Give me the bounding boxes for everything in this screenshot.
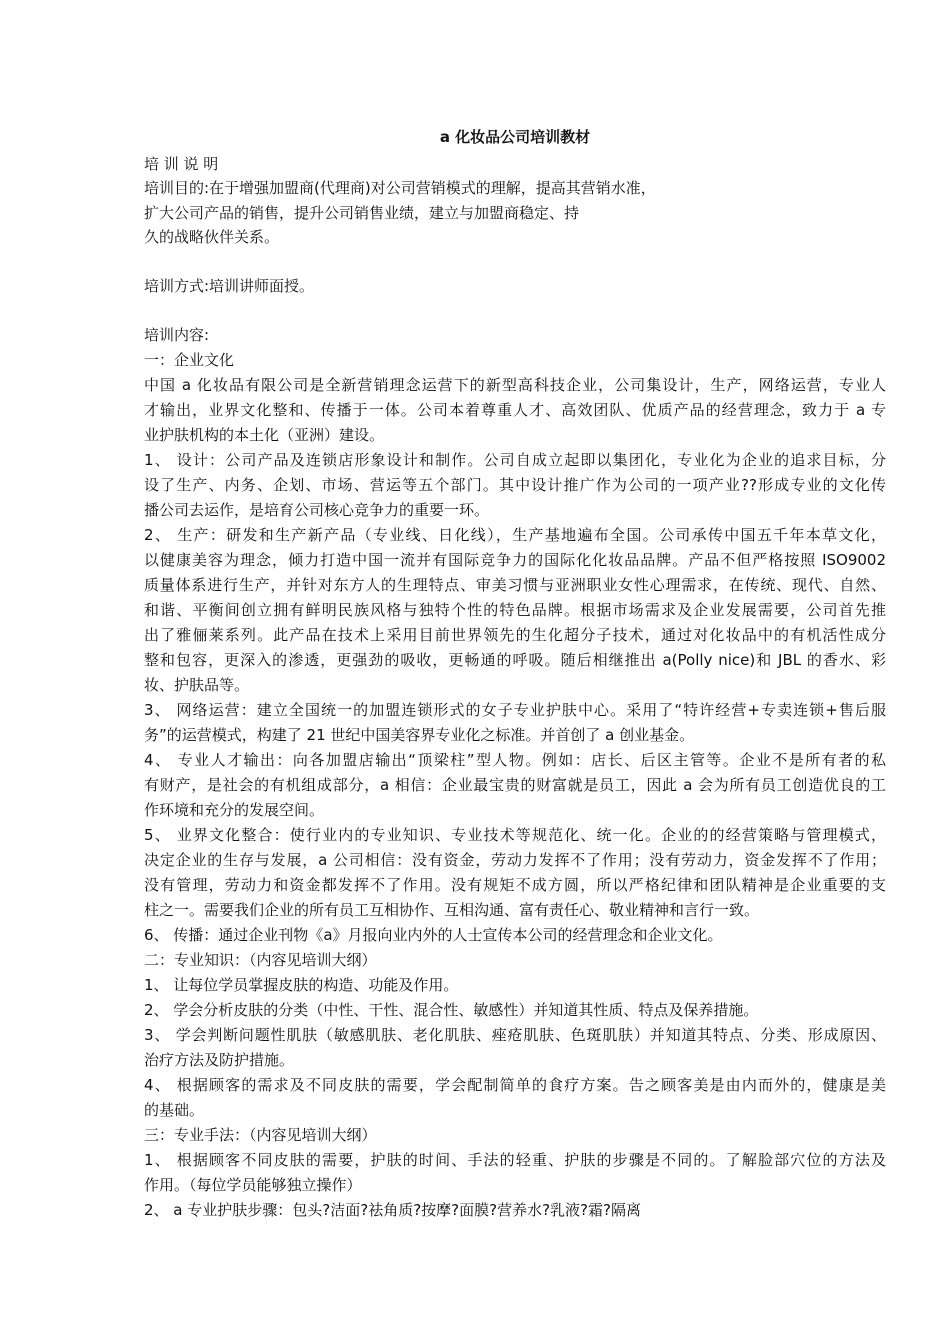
list-item-line: 3、 网络运营：建立全国统一的加盟连锁形式的女子专业护肤中心。采用了“特许经营+专卖连锁+售后服 [144,701,886,719]
section-heading: 三：专业手法：（内容见培训大纲） [144,1126,377,1144]
list-item-line: 3、 学会判断问题性肌肤（敏感肌肤、老化肌肤、痤疮肌肤、色斑肌肤）并知道其特点、分类、形成原因、 [144,1026,886,1044]
paragraph-line: 的基础。 [144,1101,205,1119]
paragraph-line: 出了雅俪莱系列。此产品在技术上采用目前世界领先的生化超分子技术，通过对化妆品中的有机活性成分 [144,626,886,644]
paragraph-line: 务”的运营模式，构建了 21 世纪中国美容界专业化之标准。并首创了 a 创业基金。 [144,726,695,744]
list-item-line: 5、 业界文化整合：使行业内的专业知识、专业技术等规范化、统一化。企业的的经营策略与管理模式， [144,826,886,844]
list-item-line: 2、 学会分析皮肤的分类（中性、干性、混合性、敏感性）并知道其性质、特点及保养措施。 [144,1001,759,1019]
paragraph-line: 才输出，业界文化整和、传播于一体。公司本着尊重人才、高效团队、优质产品的经营理念，致力于 a 专 [144,401,886,419]
list-item-line: 2、 生产：研发和生产新产品（专业线、日化线），生产基地遍布全国。公司承传中国五千年本草文化， [144,526,886,544]
paragraph-line: 久的战略伙伴关系。 [144,228,280,246]
list-item-line: 1、 设计：公司产品及连锁店形象设计和制作。公司自成立起即以集团化，专业化为企业的追求目标，分 [144,451,886,469]
paragraph-line: 作环境和充分的发展空间。 [144,801,325,819]
section-heading: 一：企业文化 [144,351,235,369]
paragraph-line: 柱之一。需要我们企业的所有员工互相协作、互相沟通、富有责任心、敬业精神和言行一致。 [144,901,760,919]
list-item-line: 6、 传播：通过企业刊物《a》月报向业内外的人士宣传本公司的经营理念和企业文化。 [144,926,723,944]
paragraph-line: 培训方式:培训讲师面授。 [144,277,315,295]
paragraph-line: 以健康美容为理念，倾力打造中国一流并有国际竞争力的国际化化妆品品牌。产品不但严格按照 ISO9002 [144,551,886,569]
paragraph-line: 扩大公司产品的销售，提升公司销售业绩，建立与加盟商稳定、持 [144,204,580,222]
paragraph-line: 没有管理，劳动力和资金都发挥不了作用。没有规矩不成方圆，所以严格纪律和团队精神是企业重要的支 [144,876,886,894]
list-item-line: 1、 让每位学员掌握皮肤的构造、功能及作用。 [144,976,459,994]
paragraph-line: 培训内容: [144,326,210,344]
paragraph-line: 整和包容，更深入的渗透，更强劲的吸收，更畅通的呼吸。随后相继推出 a(Polly nice)和 JBL 的香水、彩 [144,651,886,669]
section-heading-training-notes: 培 训 说 明 [144,155,219,173]
paragraph-line: 决定企业的生存与发展，a 公司相信：没有资金，劳动力发挥不了作用；没有劳动力，资金发挥不了作用； [144,851,886,869]
paragraph-line: 和谐、平衡间创立拥有鲜明民族风格与独特个性的特色品牌。根据市场需求及企业发展需要，公司首先推 [144,601,886,619]
section-heading: 二：专业知识：（内容见培训大纲） [144,951,377,969]
paragraph-line: 业护肤机构的本土化（亚洲）建设。 [144,426,385,444]
paragraph-line: 中国 a 化妆品有限公司是全新营销理念运营下的新型高科技企业，公司集设计，生产，网络运营，专业人 [144,376,886,394]
paragraph-line: 培训目的:在于增强加盟商(代理商)对公司营销模式的理解，提高其营销水准， [144,179,656,197]
paragraph-line: 播公司去运作，是培育公司核心竞争力的重要一环。 [144,501,490,519]
paragraph-line: 妆、护肤品等。 [144,676,250,694]
document-title: a 化妆品公司培训教材 [439,128,591,146]
list-item-line: 4、 专业人才输出：向各加盟店输出“顶梁柱”型人物。例如：店长、后区主管等。企业不是所有者的私 [144,751,886,769]
list-item-line: 1、 根据顾客不同皮肤的需要，护肤的时间、手法的轻重、护肤的步骤是不同的。了解脸部穴位的方法及 [144,1151,886,1169]
list-item-line: 2、 a 专业护肤步骤：包头?洁面?祛角质?按摩?面膜?营养水?乳液?霜?隔离 [144,1201,641,1219]
paragraph-line: 质量体系进行生产，并针对东方人的生理特点、审美习惯与亚洲职业女性心理需求，在传统、现代、自然、 [144,576,886,594]
paragraph-line: 作用。（每位学员能够独立操作） [144,1176,362,1194]
paragraph-line: 设了生产、内务、企划、市场、营运等五个部门。其中设计推广作为公司的一项产业??形成专业的文化传 [144,476,886,494]
paragraph-line: 治疗方法及防护措施。 [144,1051,295,1069]
list-item-line: 4、 根据顾客的需求及不同皮肤的需要，学会配制简单的食疗方案。告之顾客美是由内而外的，健康是美 [144,1076,886,1094]
paragraph-line: 有财产，是社会的有机组成部分，a 相信：企业最宝贵的财富就是员工，因此 a 会为所有员工创造优良的工 [144,776,886,794]
